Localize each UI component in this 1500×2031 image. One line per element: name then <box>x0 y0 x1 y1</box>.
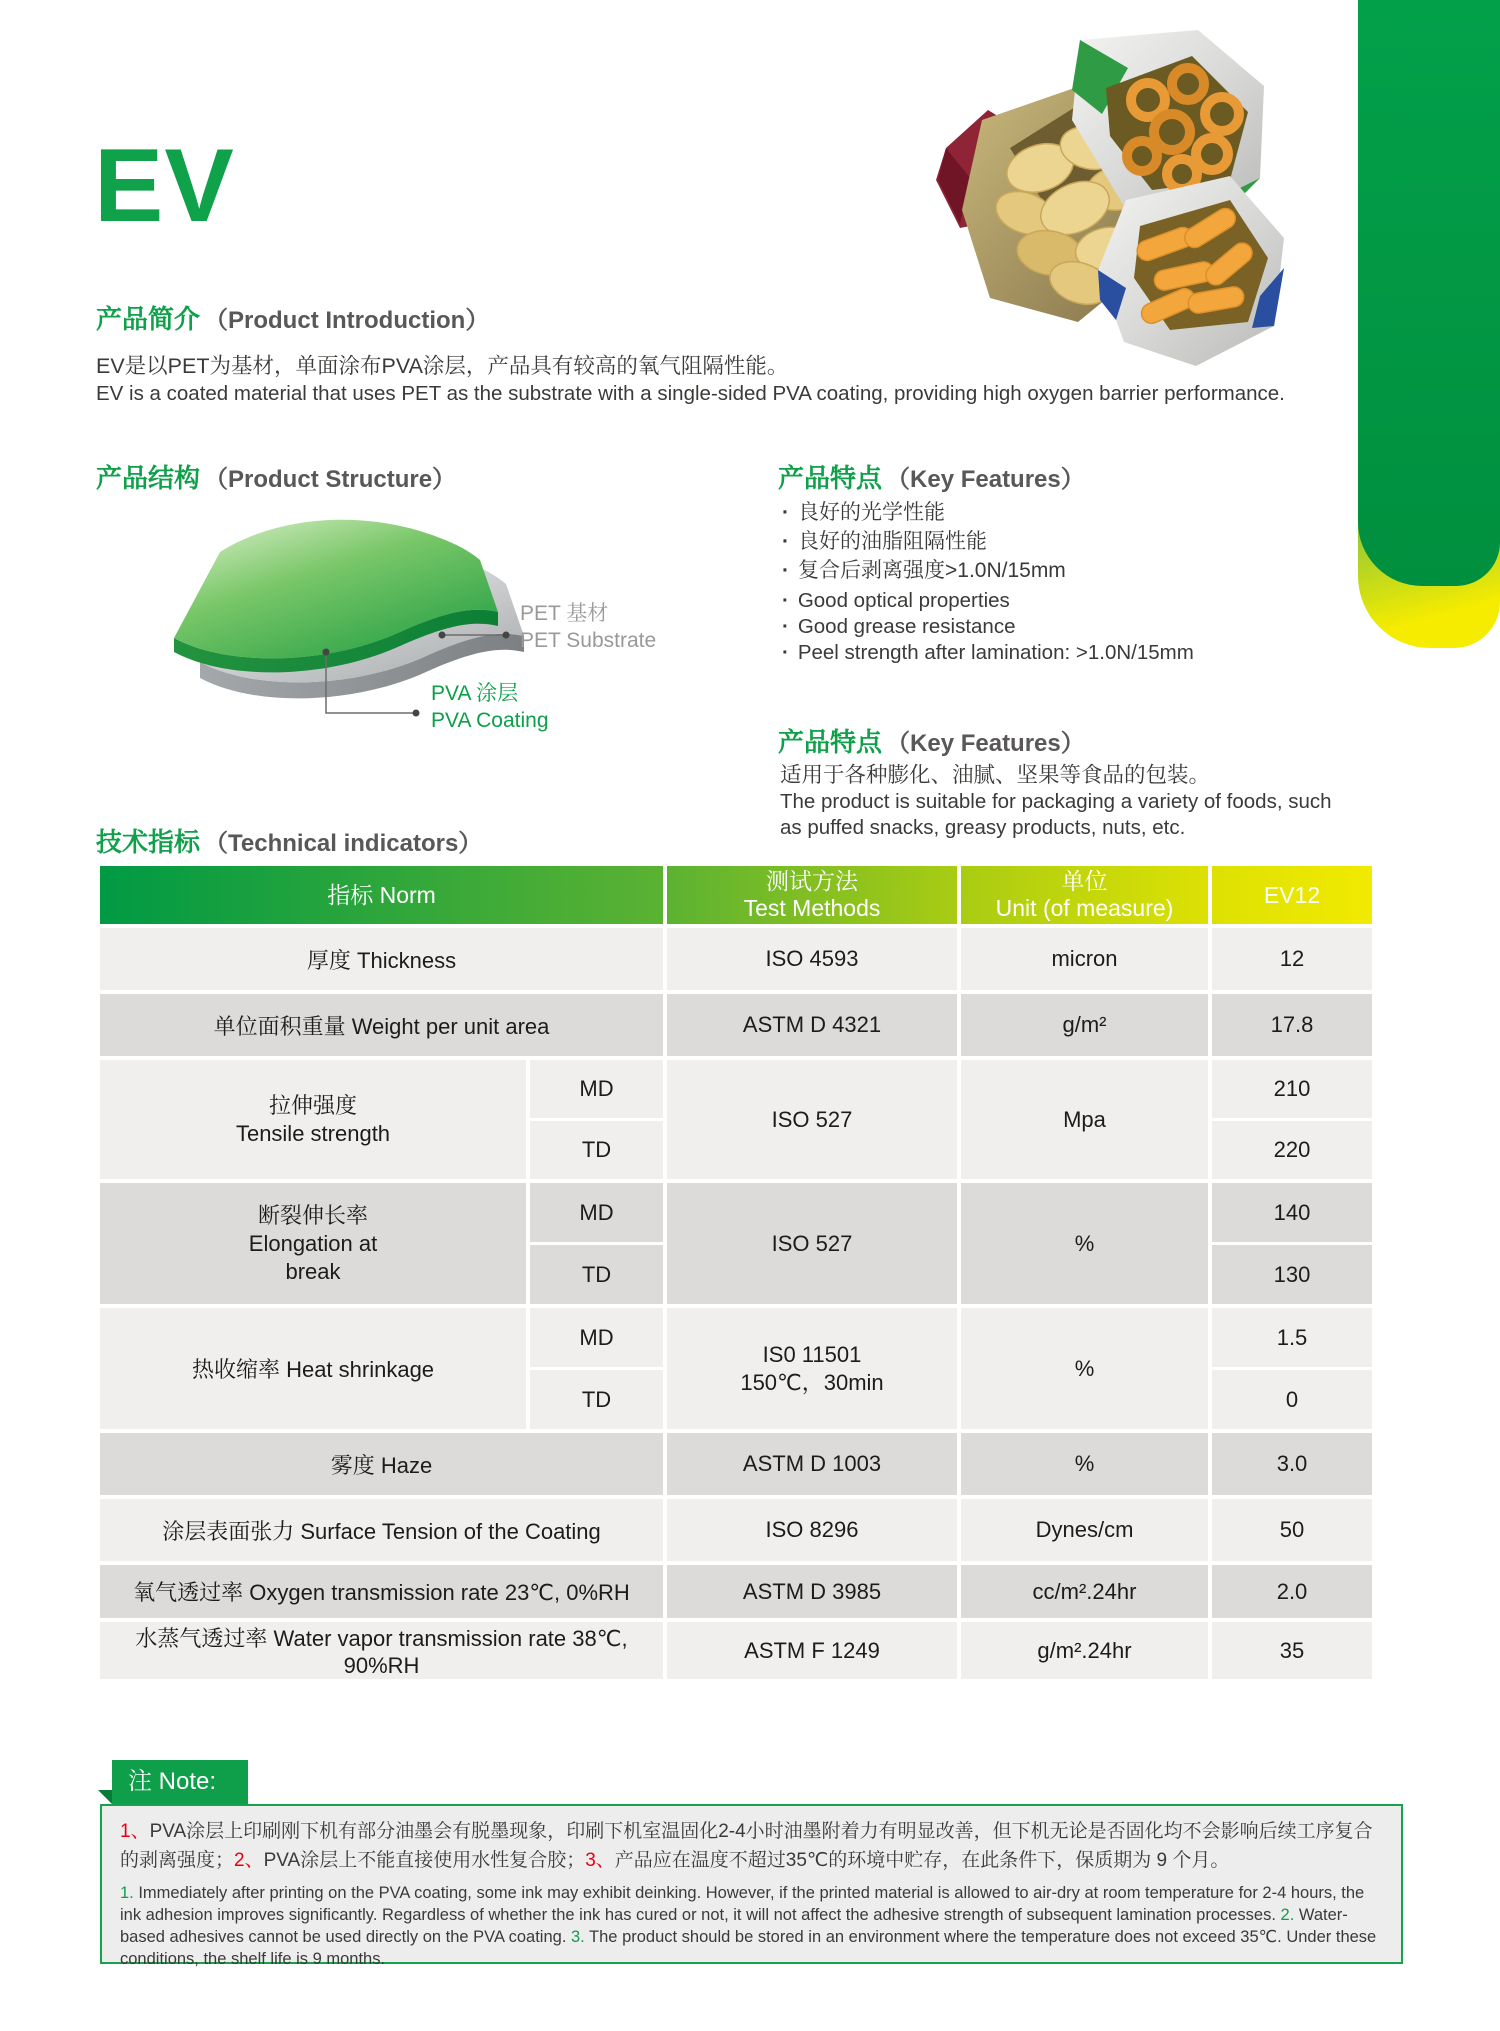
pva-label-en: PVA Coating <box>431 709 549 732</box>
cell-method: ASTM D 4321 <box>667 994 961 1060</box>
row-shrinkage-md <box>100 1308 1372 1370</box>
features-list-en <box>782 588 1194 666</box>
cell-value: 50 <box>1212 1499 1372 1565</box>
col-header-unit-en: Unit (of measure) <box>995 895 1174 921</box>
cell-unit: micron <box>961 928 1212 994</box>
heading-cn: 技术指标 <box>96 827 201 857</box>
heading-en: （Key Features） <box>886 730 1085 757</box>
features2-text-cn: 适用于各种膨化、油腻、坚果等食品的包装。 <box>780 763 1211 787</box>
row-elongation-md <box>100 1183 1372 1245</box>
cell-method: ASTM D 3985 <box>667 1565 961 1622</box>
col-header-unit-cn: 单位 <box>1061 868 1108 894</box>
cell-value: 2.0 <box>1212 1565 1372 1622</box>
feature-item: · Good optical properties <box>782 588 1194 614</box>
introduction-text-en: EV is a coated material that uses PET as the substrate with a single-sided PVA coating, providing high oxygen barrier performance. <box>96 382 1285 405</box>
row-oxygen-transmission <box>100 1565 1372 1622</box>
col-header-test-methods <box>667 866 961 928</box>
cell-name <box>100 1183 530 1308</box>
cell-md-label: MD <box>530 1308 667 1370</box>
spec-table <box>100 866 1372 1679</box>
note-text-en: 1. Immediately after printing on the PVA coating, some ink may exhibit deinking. However, if the printed material is allowed to air-dry at room temperature for 2-4 hours, the ink adhesion improves significantly. Regardless of whether the ink has cured or not, it will not affect the adhesive strength of subsequent lamination processes. 2. Water-based adhesives cannot be used directly on the PVA coating. 3. The product should be stored in an environment where the temperature does not exceed 35℃. Under these conditions, the shelf life is 9 months. <box>120 1884 1377 1968</box>
cell-name-en: Elongation at <box>248 1230 378 1256</box>
note-number: 2、 <box>234 1850 264 1871</box>
cell-method: ASTM D 1003 <box>667 1433 961 1499</box>
note-number: 1、 <box>120 1821 150 1842</box>
cell-value-td: 130 <box>1212 1245 1372 1308</box>
series-banner <box>1358 0 1500 586</box>
section-heading-features-1 <box>778 458 1085 495</box>
pet-substrate-label <box>520 600 656 654</box>
cell-md-label: MD <box>530 1060 667 1121</box>
cell-method-line2: 150℃，30min <box>740 1369 884 1395</box>
cell-name: 热收缩率 Heat shrinkage <box>100 1308 530 1433</box>
series-title-en <box>1400 0 1433 60</box>
cell-unit: Mpa <box>961 1060 1212 1183</box>
features-list-cn <box>782 498 1066 585</box>
heading-en: （Technical indicators） <box>204 830 483 857</box>
cell-method: ISO 527 <box>667 1183 961 1308</box>
cell-method-line1: IS0 11501 <box>762 1341 862 1367</box>
cell-td-label: TD <box>530 1121 667 1183</box>
cell-method: ISO 4593 <box>667 928 961 994</box>
section-heading-features-2 <box>778 722 1085 759</box>
row-water-vapor-transmission <box>100 1622 1372 1679</box>
spec-header-row <box>100 866 1372 928</box>
cell-value: 3.0 <box>1212 1433 1372 1499</box>
note-number: 3、 <box>585 1850 615 1871</box>
cell-name: 单位面积重量 Weight per unit area <box>100 994 667 1060</box>
feature-item: · 良好的油脂阻隔性能 <box>782 527 1066 556</box>
row-surface-tension <box>100 1499 1372 1565</box>
pva-label-cn: PVA 涂层 <box>431 682 519 705</box>
cell-unit: % <box>961 1183 1212 1308</box>
col-header-norm: 指标 Norm <box>100 866 667 928</box>
heading-cn: 产品简介 <box>96 304 201 334</box>
cell-method: ISO 8296 <box>667 1499 961 1565</box>
cell-value: 35 <box>1212 1622 1372 1679</box>
pva-coating-label <box>431 680 549 734</box>
features2-text-en <box>780 789 1332 841</box>
cell-name: 雾度 Haze <box>100 1433 667 1499</box>
cell-name: 涂层表面张力 Surface Tension of the Coating <box>100 1499 667 1565</box>
series-title-cn <box>1433 0 1466 60</box>
cell-name <box>100 1060 530 1183</box>
cell-value: 17.8 <box>1212 994 1372 1060</box>
bag-puffs <box>1098 176 1284 366</box>
features2-text-en-line1: The product is suitable for packaging a variety of foods, such <box>780 790 1332 813</box>
cell-unit: % <box>961 1308 1212 1433</box>
cell-value-md: 140 <box>1212 1183 1372 1245</box>
product-code-title: EV <box>94 128 235 244</box>
feature-item: · Good grease resistance <box>782 614 1194 640</box>
section-heading-indicators <box>96 822 482 859</box>
cell-method: ASTM F 1249 <box>667 1622 961 1679</box>
cell-md-label: MD <box>530 1183 667 1245</box>
row-thickness <box>100 928 1372 994</box>
feature-item: · Peel strength after lamination: >1.0N/15mm <box>782 640 1194 666</box>
cell-name-cn: 断裂伸长率 <box>257 1202 368 1228</box>
cell-name: 氧气透过率 Oxygen transmission rate 23℃, 0%RH <box>100 1565 667 1622</box>
note-number: 1. <box>120 1884 134 1902</box>
cell-name-en: break <box>285 1258 341 1284</box>
cell-unit: cc/m².24hr <box>961 1565 1212 1622</box>
cell-unit: g/m².24hr <box>961 1622 1212 1679</box>
col-header-test-methods-cn: 测试方法 <box>766 868 858 894</box>
note-tab: 注 Note: <box>112 1760 248 1804</box>
heading-cn: 产品结构 <box>96 463 201 493</box>
col-header-unit <box>961 866 1212 928</box>
cell-value: 12 <box>1212 928 1372 994</box>
snack-bags-photo <box>930 28 1292 373</box>
heading-cn: 产品特点 <box>778 463 883 493</box>
introduction-text-cn: EV是以PET为基材，单面涂布PVA涂层，产品具有较高的氧气阻隔性能。 <box>96 354 789 378</box>
pet-label-en: PET Substrate <box>520 629 657 652</box>
features2-text-en-line2: as puffed snacks, greasy products, nuts, etc. <box>780 816 1186 839</box>
cell-unit: Dynes/cm <box>961 1499 1212 1565</box>
cell-name-en: Tensile strength <box>235 1120 391 1146</box>
section-heading-structure <box>96 458 456 495</box>
cell-value-md: 1.5 <box>1212 1308 1372 1370</box>
heading-en: （Product Structure） <box>204 466 457 493</box>
pet-label-cn: PET 基材 <box>520 602 609 625</box>
cell-unit: % <box>961 1433 1212 1499</box>
cell-value-td: 0 <box>1212 1370 1372 1433</box>
heading-en: （Key Features） <box>886 466 1085 493</box>
row-tensile-md <box>100 1060 1372 1121</box>
cell-method: ISO 527 <box>667 1060 961 1183</box>
cell-name: 厚度 Thickness <box>100 928 667 994</box>
series-banner-text <box>1400 0 1466 60</box>
col-header-grade: EV12 <box>1212 866 1372 928</box>
heading-cn: 产品特点 <box>778 727 883 757</box>
note-box <box>100 1804 1403 1968</box>
cell-value-td: 220 <box>1212 1121 1372 1183</box>
cell-value-md: 210 <box>1212 1060 1372 1121</box>
col-header-test-methods-en: Test Methods <box>743 895 881 921</box>
cell-method <box>667 1308 961 1433</box>
cell-td-label: TD <box>530 1370 667 1433</box>
row-haze <box>100 1433 1372 1499</box>
cell-name-cn: 拉伸强度 <box>268 1092 357 1118</box>
cell-td-label: TD <box>530 1245 667 1308</box>
cell-name: 水蒸气透过率 Water vapor transmission rate 38℃, 90%RH <box>100 1622 667 1679</box>
note-number: 2. <box>1280 1906 1295 1924</box>
note-number: 3. <box>571 1928 585 1946</box>
note-text-cn: 1、PVA涂层上印刷刚下机有部分油墨会有脱墨现象，印刷下机室温固化2-4小时油墨附着力有明显改善，但下机无论是否固化均不会影响后续工序复合的剥离强度；2、PVA涂层上不能直接使用水性复合胶；3、产品应在温度不超过35℃的环境中贮存，在此条件下，保质期为 9 个月。 <box>120 1821 1373 1871</box>
section-heading-introduction <box>96 299 489 336</box>
cell-unit: g/m² <box>961 994 1212 1060</box>
heading-en: （Product Introduction） <box>204 307 490 334</box>
feature-item: · 复合后剥离强度>1.0N/15mm <box>782 556 1066 585</box>
feature-item: · 良好的光学性能 <box>782 498 1066 527</box>
note-tab-fold <box>98 1790 112 1804</box>
row-weight <box>100 994 1372 1060</box>
